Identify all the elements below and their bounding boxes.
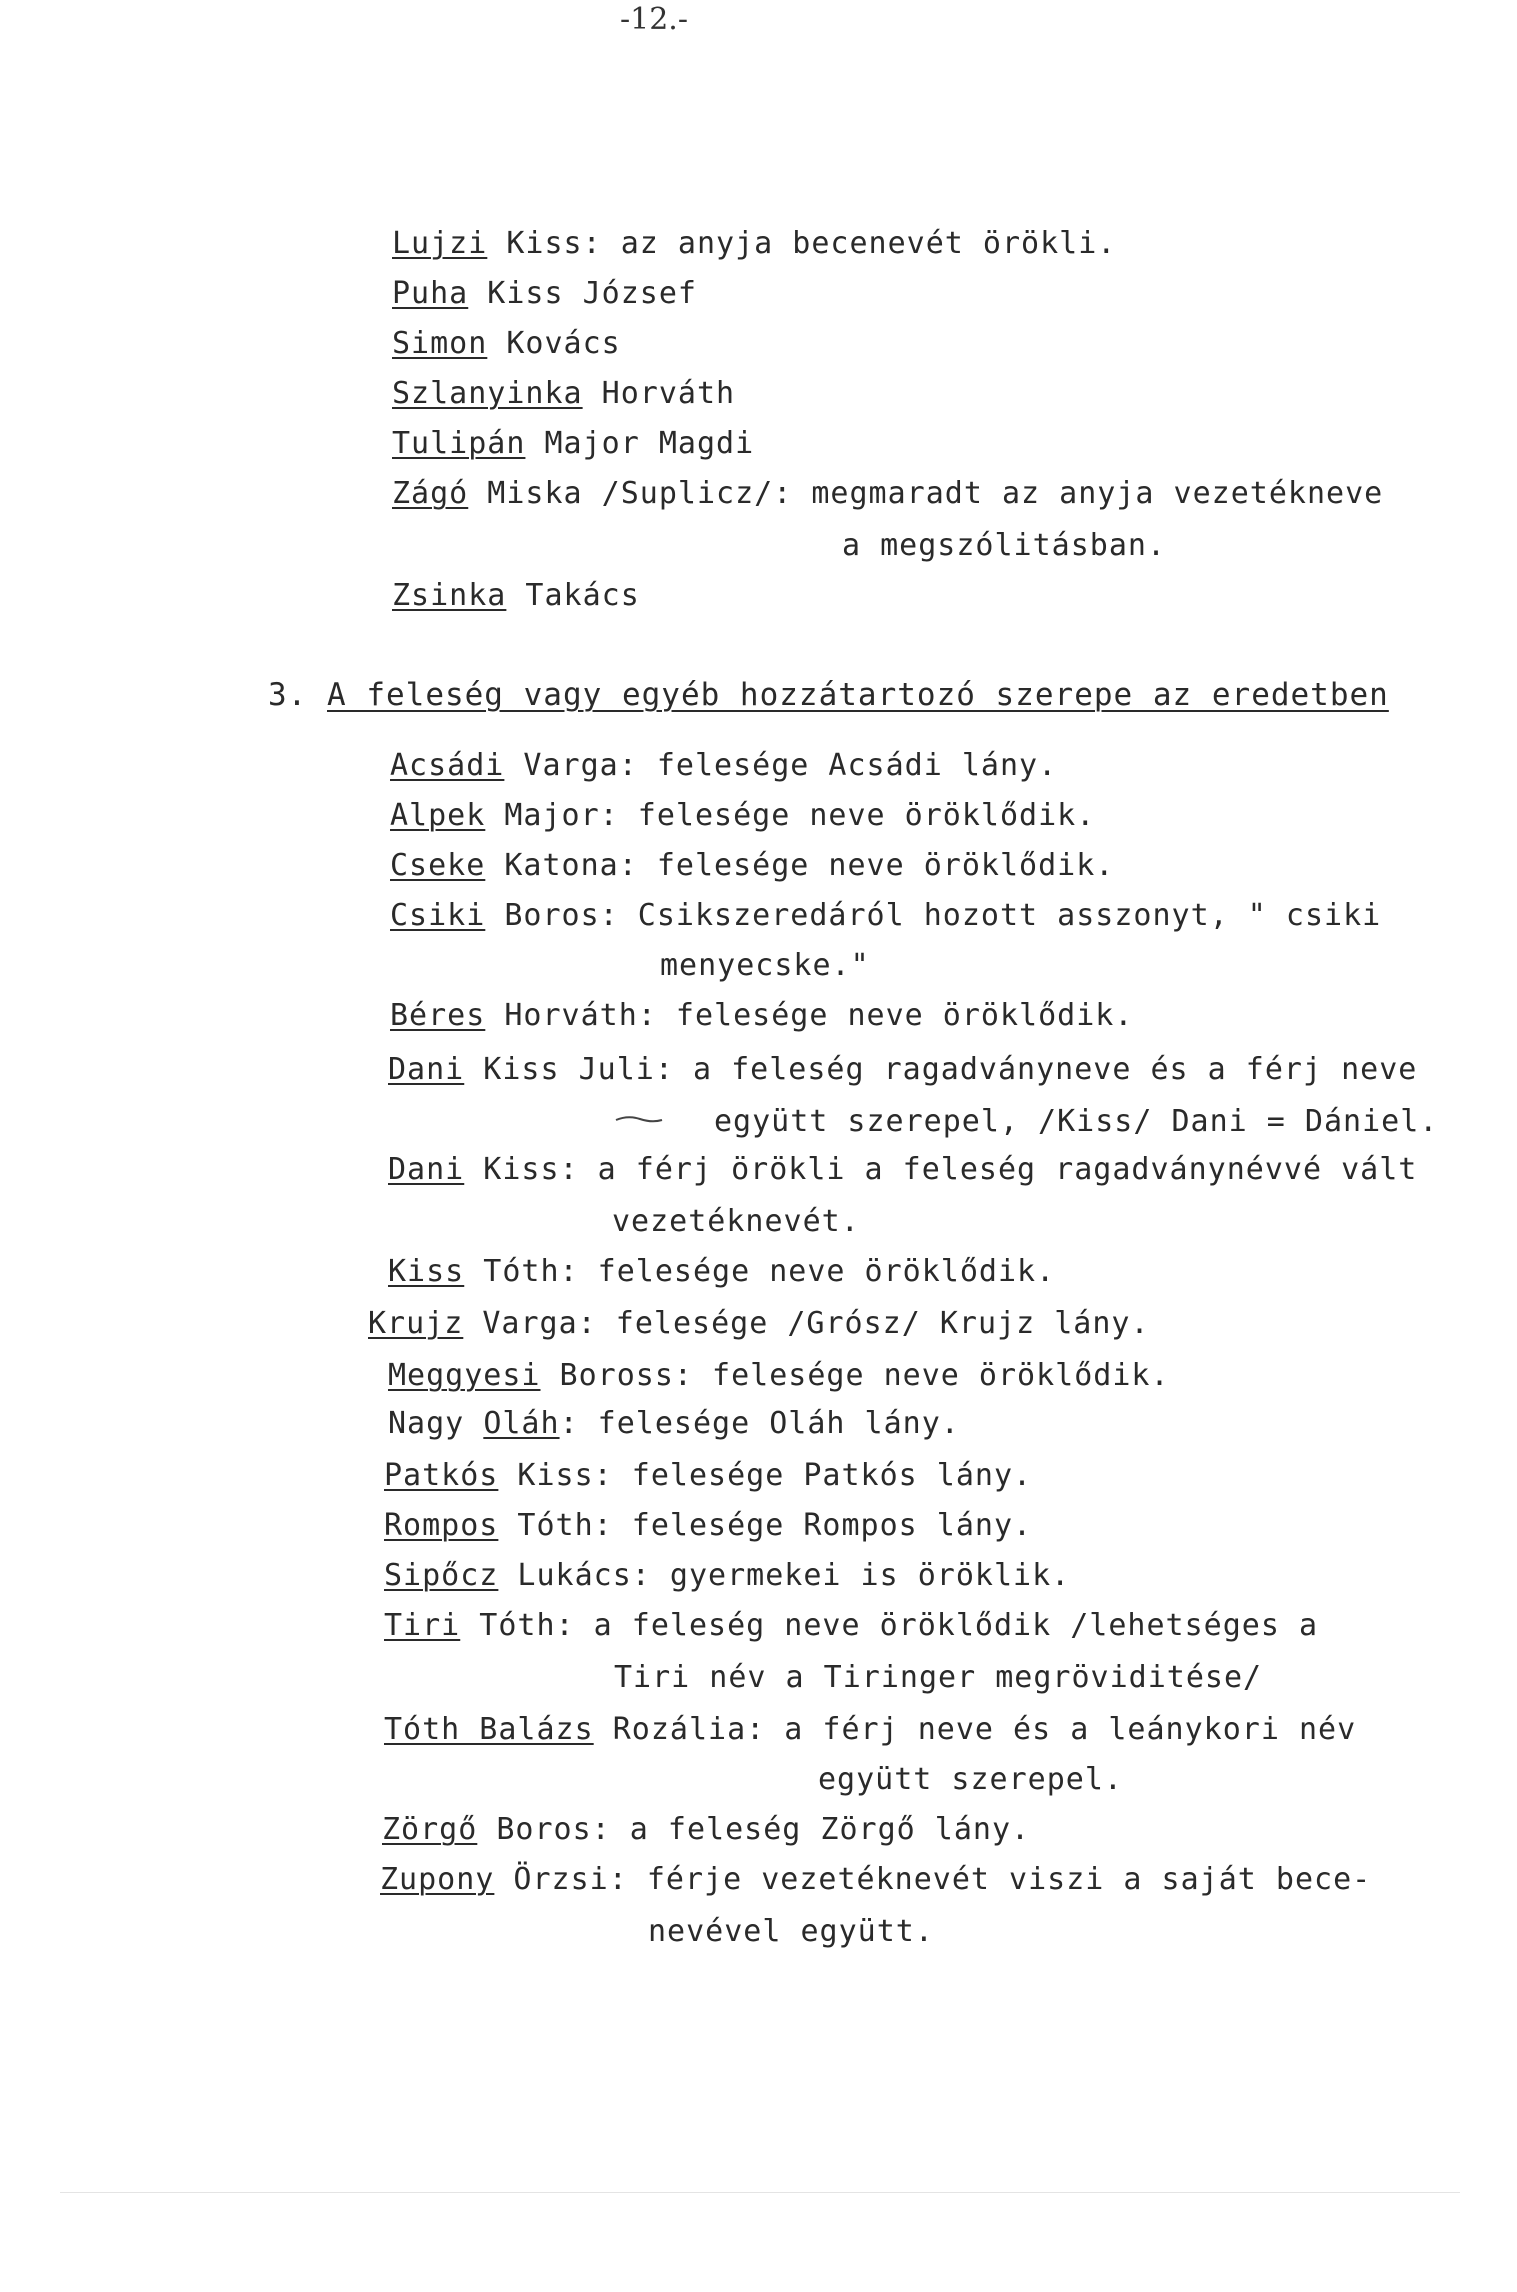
entry-line — [388, 1406, 960, 1442]
entry-line — [392, 578, 640, 614]
entry-name: Patkós — [384, 1458, 499, 1493]
entry-name: Puha — [392, 276, 469, 311]
entry-text: Lukács: gyermekei is öröklik. — [498, 1558, 1071, 1593]
entry-text: Kovács — [487, 326, 621, 361]
entry-name: Oláh — [483, 1406, 560, 1441]
entry-line — [392, 226, 1116, 262]
scan-edge-line — [60, 2192, 1460, 2193]
entry-text: Horváth: felesége neve öröklődik. — [485, 998, 1134, 1033]
entry-text: Boross: felesége neve öröklődik. — [540, 1358, 1170, 1393]
entry-line — [384, 1712, 1356, 1748]
entry-text: Kiss: az anyja becenevét örökli. — [487, 226, 1117, 261]
entry-line — [384, 1608, 1318, 1644]
entry-line — [392, 476, 1383, 512]
entry-name: Alpek — [390, 798, 486, 833]
entry-name: Tiri — [384, 1608, 461, 1643]
entry-name: Béres — [390, 998, 486, 1033]
entry-line — [384, 1558, 1070, 1594]
entry-name: Simon — [392, 326, 488, 361]
entry-line — [382, 1812, 1030, 1848]
section-title: A feleség vagy egyéb hozzátartozó szerepe az eredetben — [327, 677, 1389, 713]
entry-continuation: Tiri név a Tiringer megröviditése/ — [614, 1660, 1263, 1695]
entry-text: Tóth: felesége Rompos lány. — [498, 1508, 1033, 1543]
entry-text: Varga: felesége /Grósz/ Krujz lány. — [463, 1306, 1150, 1341]
entry-prefix: Nagy — [388, 1406, 484, 1441]
entry-line — [392, 426, 754, 462]
entry-line — [384, 1458, 1032, 1494]
entry-name: Zupony — [380, 1862, 495, 1897]
entry-line — [390, 998, 1133, 1034]
entry-line — [392, 376, 735, 412]
entry-line — [390, 798, 1095, 834]
page-number: -12.- — [620, 2, 688, 37]
entry-continuation: menyecske." — [660, 948, 870, 983]
entry-text: Tóth: a feleség neve öröklődik /lehetséges a — [460, 1608, 1319, 1643]
entry-line — [390, 748, 1057, 784]
entry-line — [388, 1152, 1417, 1188]
entry-text: Kiss József — [468, 276, 697, 311]
entry-name: Tulipán — [392, 426, 526, 461]
entry-name: Szlanyinka — [392, 376, 583, 411]
entry-line — [388, 1254, 1055, 1290]
entry-line — [388, 1052, 1417, 1088]
entry-text: Major: felesége neve öröklődik. — [485, 798, 1096, 833]
entry-continuation: együtt szerepel. — [818, 1762, 1123, 1797]
entry-text: Boros: a feleség Zörgő lány. — [477, 1812, 1031, 1847]
entry-line — [368, 1306, 1150, 1342]
entry-text: Varga: felesége Acsádi lány. — [504, 748, 1058, 783]
entry-name: Tóth Balázs — [384, 1712, 594, 1747]
entry-line — [390, 898, 1381, 934]
entry-name: Krujz — [368, 1306, 464, 1341]
entry-continuation: vezetéknevét. — [612, 1204, 860, 1239]
entry-text: Katona: felesége neve öröklődik. — [485, 848, 1115, 883]
entry-line — [392, 276, 697, 312]
entry-name: Dani — [388, 1152, 465, 1187]
entry-text: Kiss Juli: a feleség ragadványneve és a férj neve — [464, 1052, 1418, 1087]
entry-name: Cseke — [390, 848, 486, 883]
entry-text: Boros: Csikszeredáról hozott asszonyt, " csiki — [485, 898, 1382, 933]
entry-text: Takács — [506, 578, 640, 613]
entry-name: Zágó — [392, 476, 469, 511]
entry-name: Kiss — [388, 1254, 465, 1289]
entry-continuation: együtt szerepel, /Kiss/ Dani = Dániel. — [714, 1104, 1439, 1139]
entry-text: Kiss: a férj örökli a feleség ragadványnévvé vált — [464, 1152, 1418, 1187]
entry-text: Tóth: felesége neve öröklődik. — [464, 1254, 1056, 1289]
entry-line — [388, 1358, 1170, 1394]
entry-text: : felesége Oláh lány. — [559, 1406, 960, 1441]
entry-continuation: a megszólitásban. — [842, 528, 1167, 563]
entry-name: Lujzi — [392, 226, 488, 261]
entry-text: Miska /Suplicz/: megmaradt az anyja vezetékneve — [468, 476, 1384, 511]
section-heading — [268, 676, 1389, 714]
entry-name: Acsádi — [390, 748, 505, 783]
entry-line — [390, 848, 1114, 884]
entry-text: Major Magdi — [525, 426, 755, 461]
entry-line — [384, 1508, 1032, 1544]
entry-name: Zsinka — [392, 578, 507, 613]
entry-line — [380, 1862, 1371, 1898]
entry-continuation: nevével együtt. — [648, 1914, 934, 1949]
section-number: 3. — [268, 677, 308, 713]
entry-line — [392, 326, 621, 362]
entry-name: Sipőcz — [384, 1558, 499, 1593]
entry-name: Rompos — [384, 1508, 499, 1543]
entry-text: Kiss: felesége Patkós lány. — [498, 1458, 1033, 1493]
entry-text: Örzsi: férje vezetéknevét viszi a saját bece- — [494, 1862, 1372, 1897]
entry-text: Horváth — [582, 376, 736, 411]
entry-text: Rozália: a férj neve és a leánykori név — [593, 1712, 1357, 1747]
entry-name: Dani — [388, 1052, 465, 1087]
entry-name: Csiki — [390, 898, 486, 933]
entry-name: Meggyesi — [388, 1358, 541, 1393]
entry-name: Zörgő — [382, 1812, 478, 1847]
handwritten-arrow-mark — [614, 1114, 664, 1124]
